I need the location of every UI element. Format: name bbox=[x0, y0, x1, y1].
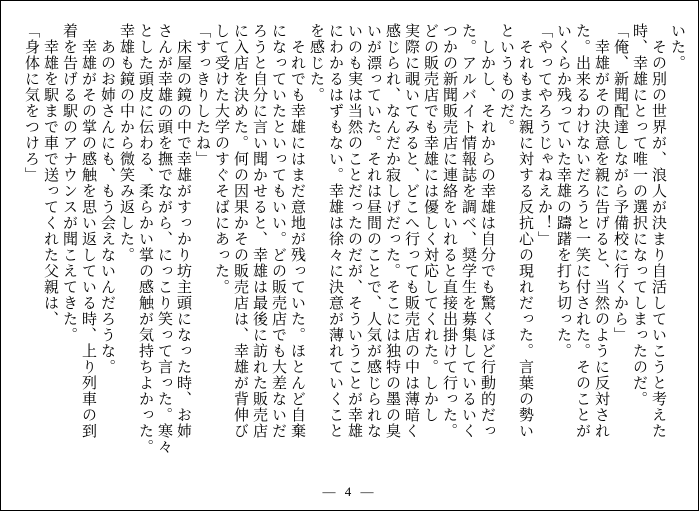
text-column: にわかるはずもない。幸雄は徐々に決意が薄れていくこと bbox=[327, 23, 343, 439]
text-column: を感じた。 bbox=[308, 23, 324, 103]
text-column: 時、幸雄にとって唯一の選択になってしまったのだ。 bbox=[631, 23, 647, 407]
text-column: 幸雄がその決意を親に告げると、当然のように反対され bbox=[593, 23, 609, 439]
text-column: その別の世界が、浪人が決まり自活していこうと考えた bbox=[650, 23, 666, 439]
text-column: いが漂っていた。それは昼間のことで、人気が感じられな bbox=[365, 23, 381, 439]
text-column: 「身体に気をつけろ」 bbox=[23, 23, 39, 183]
text-column: に入店を決めた。何の因果かその販売店は、幸雄が背伸び bbox=[232, 23, 248, 439]
text-column: 「すっきりしたね」 bbox=[194, 23, 210, 167]
text-column: た。アルバイト情報誌を調べ、奨学生を募集しているいく bbox=[460, 23, 476, 439]
vertical-text-body bbox=[21, 23, 686, 475]
text-column: いた。 bbox=[669, 23, 685, 71]
text-column: ろうと自分に言い聞かせると、幸雄は最後に訪れた販売店 bbox=[251, 23, 267, 439]
text-column: になっていたといってもいい。どの販売店でも大差ないだ bbox=[270, 23, 286, 439]
text-column: というものだ。 bbox=[498, 23, 514, 135]
text-column: あのお姉さんにも、もう会えないんだろうな。 bbox=[99, 23, 115, 375]
text-column: 「やってやろうじゃねえか！」 bbox=[536, 23, 552, 247]
text-column: それもまた親に対する反抗心の現れだった。言葉の勢い bbox=[517, 23, 533, 439]
text-column: しかし、それからの幸雄は自分でも驚くほど行動的だっ bbox=[479, 23, 495, 439]
text-column: 感じられ、なんだか寂しげだった。そこには独特の墨の臭 bbox=[384, 23, 400, 439]
text-column: それでも幸雄にはまだ意地が残っていた。ほとんど自棄 bbox=[289, 23, 305, 439]
text-column: して受けた大学のすぐそばにあった。 bbox=[213, 23, 229, 295]
text-column: とした頭皮に伝わる、柔らかい掌の感触が気持ちよかった。 bbox=[137, 23, 153, 455]
text-column: いくらか残っていた幸雄の躊躇を打ち切った。 bbox=[555, 23, 571, 359]
text-column: つかの新聞販売店に連絡をいれると直接出掛けて行った。 bbox=[441, 23, 457, 439]
text-column: 幸雄がその掌の感触を思い返している時、上り列車の到 bbox=[80, 23, 96, 439]
text-column: た。出来るわけないだろうと一笑に付された。そのことが bbox=[574, 23, 590, 439]
page-number: — 4 — bbox=[322, 484, 377, 499]
text-column: 実際に覗いてみると、どこへ行っても販売店の中は薄暗く bbox=[403, 23, 419, 439]
text-column: 幸雄を駅まで車で送ってくれた父親は、 bbox=[42, 23, 58, 327]
text-column: いのも実は当然のことだったのだが、そういうことが幸雄 bbox=[346, 23, 362, 439]
text-column: 「俺、新聞配達しながら予備校に行くから」 bbox=[612, 23, 628, 343]
text-column: 床屋の鏡の中で幸雄がすっかり坊主頭になった時、お姉 bbox=[175, 23, 191, 439]
text-column: 幸雄も鏡の中から微笑み返した。 bbox=[118, 23, 134, 263]
text-column: 着を告げる駅のアナウンスが聞こえてきた。 bbox=[61, 23, 77, 343]
text-column: さんが幸雄の頭を撫でながら、にっこり笑って言った。寒々 bbox=[156, 23, 172, 455]
text-column: どの販売店でも幸雄には優しく対応してくれた。しかし bbox=[422, 23, 438, 423]
